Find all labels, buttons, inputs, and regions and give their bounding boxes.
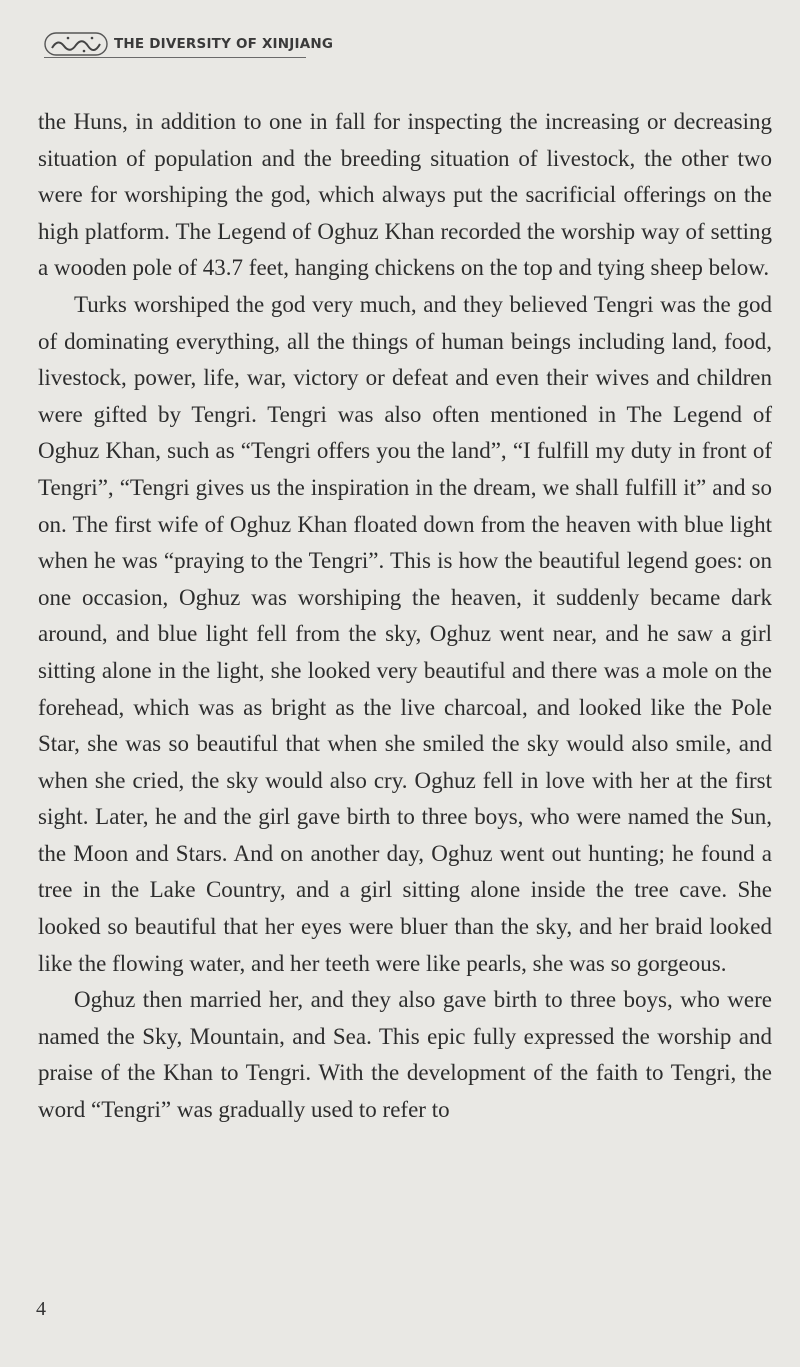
uyghur-script-logo-icon <box>44 30 108 58</box>
running-header <box>44 30 333 58</box>
header-title: THE DIVERSITY OF XINJIANG <box>114 36 334 52</box>
paragraph-2: Turks worshiped the god very much, and they believed Tengri was the god of dominating everything, all the things of human beings including land, food, livestock, power, life, war, victory or defeat and even their wives and children were gifted by Tengri. Tengri was also often mentioned in The Legend of Oghuz Khan, such as “Tengri offers you the land”, “I fulfill my duty in front of Tengri”, “Tengri gives us the inspiration in the dream, we shall fulfill it” and so on. The first wife of Oghuz Khan floated down from the heaven with blue light when he was “praying to the Tengri”. This is how the beautiful legend goes: on one occasion, Oghuz was worshiping the heaven, it suddenly became dark around, and blue light fell from the sky, Oghuz went near, and he saw a girl sitting alone in the light, she looked very beautiful and there was a mole on the forehead, which was as bright as the live charcoal, and looked like the Pole Star, she was so beautiful that when she smiled the sky would also smile, and when she cried, the sky would also cry. Oghuz fell in love with her at the first sight. Later, he and the girl gave birth to three boys, who were named the Sun, the Moon and Stars. And on another day, Oghuz went out hunting; he found a tree in the Lake Country, and a girl sitting alone inside the tree cave. She looked so beautiful that her eyes were bluer than the sky, and her braid looked like the flowing water, and her teeth were like pearls, she was so gorgeous. <box>38 291 772 976</box>
header-divider <box>44 57 306 58</box>
paragraph-3: Oghuz then married her, and they also gave birth to three boys, who were named the Sky, Mountain, and Sea. This epic fully expressed the worship and praise of the Khan to Tengri. With the development of the faith to Tengri, the word “Tengri” was gradually used to refer to <box>38 987 772 1123</box>
page-number: 4 <box>36 1298 46 1320</box>
body-text <box>38 104 772 1129</box>
paragraph-1: the Huns, in addition to one in fall for inspecting the increasing or decreasing situation of population and the breeding situation of livestock, the other two were for worshiping the god, which always put the sacrificial offerings on the high platform. The Legend of Oghuz Khan recorded the worship way of setting a wooden pole of 43.7 feet, hanging chickens on the top and tying sheep below. <box>38 109 772 281</box>
